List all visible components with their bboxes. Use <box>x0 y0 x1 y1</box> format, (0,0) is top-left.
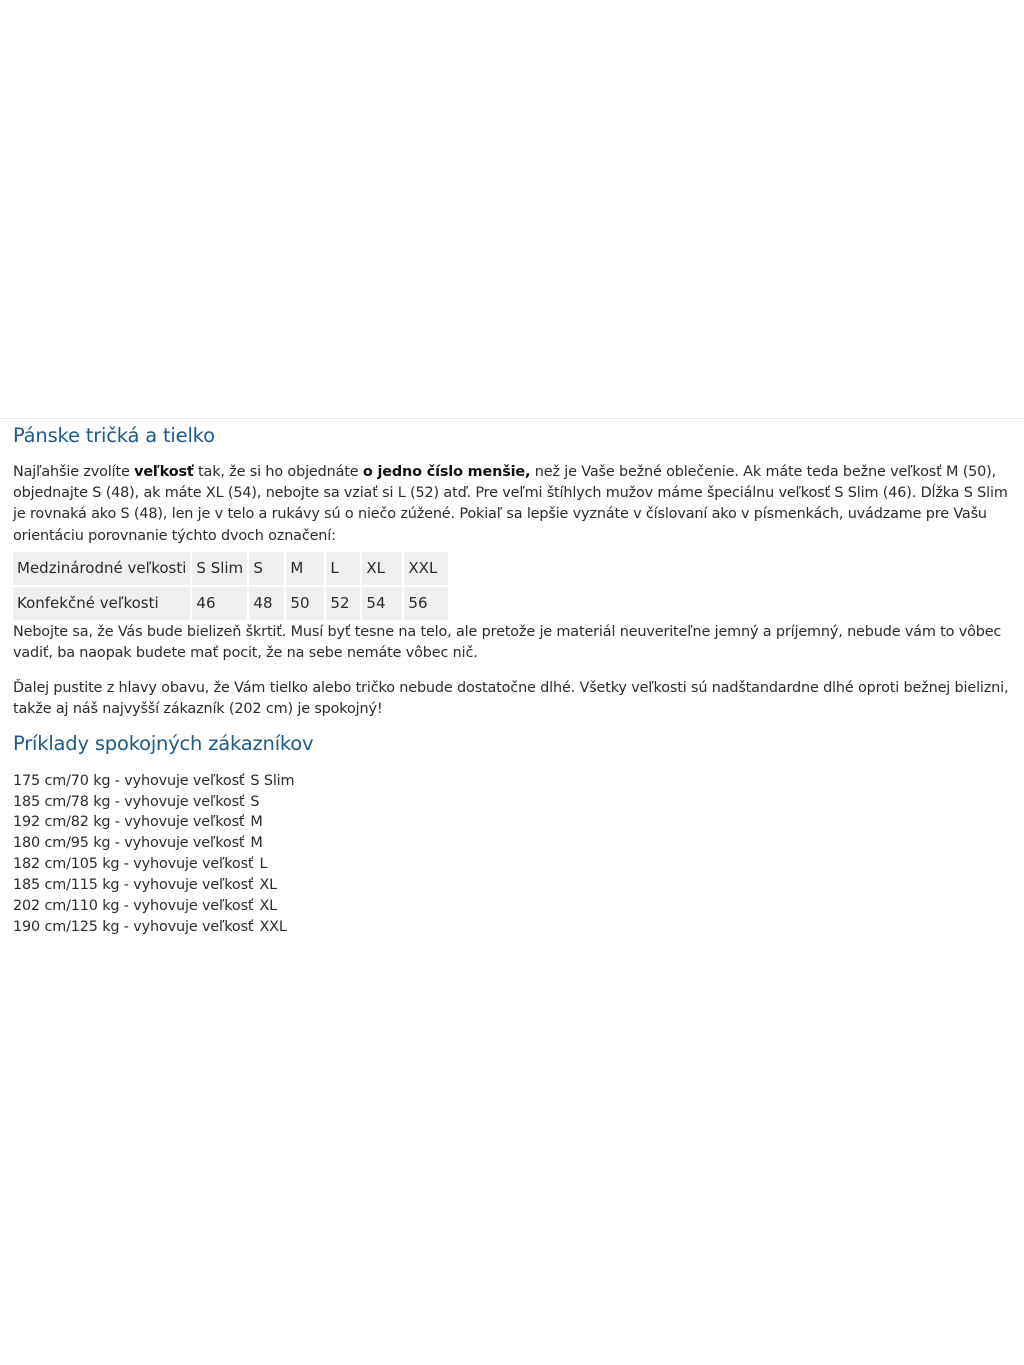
example-text: 175 cm/70 kg - vyhovuje veľkosť <box>13 772 245 789</box>
table-cell: XL <box>362 552 402 585</box>
intro-bold-one-size-smaller: o jedno číslo menšie, <box>362 464 531 480</box>
table-cell: 46 <box>192 587 247 620</box>
intro-bold-size: veľkosť <box>134 464 194 480</box>
example-size: XL <box>259 898 278 915</box>
table-cell: 48 <box>249 587 284 620</box>
table-cell: L <box>326 552 360 585</box>
example-size: M <box>250 835 263 852</box>
table-cell: XXL <box>404 552 448 585</box>
intro-paragraph <box>13 462 1011 547</box>
article-content <box>0 422 1024 938</box>
example-size: XL <box>259 877 278 894</box>
example-text: 185 cm/115 kg - vyhovuje veľkosť <box>13 877 254 894</box>
example-text: 185 cm/78 kg - vyhovuje veľkosť <box>13 793 245 810</box>
list-item <box>13 917 1011 938</box>
table-cell: 50 <box>286 587 324 620</box>
list-item <box>13 833 1011 854</box>
table-cell: 56 <box>404 587 448 620</box>
customer-examples-list <box>13 771 1011 938</box>
row-label: Konfekčné veľkosti <box>13 587 190 620</box>
list-item <box>13 792 1011 813</box>
example-text: 202 cm/110 kg - vyhovuje veľkosť <box>13 898 254 915</box>
example-text: 190 cm/125 kg - vyhovuje veľkosť <box>13 918 254 935</box>
table-cell: S Slim <box>192 552 247 585</box>
table-row-international <box>13 552 448 585</box>
row-label: Medzinárodné veľkosti <box>13 552 190 585</box>
list-item <box>13 896 1011 917</box>
table-row-confection <box>13 587 448 620</box>
intro-text-1: Najľahšie zvolíte <box>13 464 135 480</box>
section-title-customer-examples: Príklady spokojných zákazníkov <box>13 731 314 755</box>
list-item <box>13 875 1011 896</box>
section-title-size-guide: Pánske tričká a tielko <box>13 424 215 447</box>
blank-header-area <box>0 0 1024 419</box>
example-text: 180 cm/95 kg - vyhovuje veľkosť <box>13 835 245 852</box>
table-cell: 52 <box>326 587 360 620</box>
list-item <box>13 854 1011 875</box>
intro-text-2: tak, že si ho objednáte <box>193 464 363 480</box>
table-cell: M <box>286 552 324 585</box>
example-text: 182 cm/105 kg - vyhovuje veľkosť <box>13 856 254 873</box>
example-size: S Slim <box>250 772 295 789</box>
size-comparison-table <box>11 550 450 622</box>
example-size: M <box>250 814 263 831</box>
fit-paragraph: Nebojte sa, že Vás bude bielizeň škrtiť. Musí byť tesne na telo, ale pretože je materiál neuveriteľne jemný a príjemný, nebude vám to vôbec vadiť, ba naopak budete mať pocit, že na sebe nemáte vôbec nič. <box>13 623 1002 662</box>
example-size: S <box>250 793 260 810</box>
list-item <box>13 771 1011 792</box>
intro-text-3: než je Vaše bežné oblečenie. Ak máte teda bežne veľkosť M (50), objednajte S (48), ak máte XL (54), nebojte sa vziať si L (52) atď. Pre veľmi štíhlych mužov máme špeciálnu veľkosť S Slim (46). Dĺžka S Slim je rovnaká ako S (48), len je v telo a rukávy sú o niečo zúžené. Pokiaľ sa lepšie vyznáte v číslovaní ako v písmenkách, uvádzame pre Vašu orientáciu porovnanie týchto dvoch označení: <box>13 464 1008 544</box>
list-item <box>13 812 1011 833</box>
example-size: XXL <box>259 918 287 935</box>
example-text: 192 cm/82 kg - vyhovuje veľkosť <box>13 814 245 831</box>
table-cell: S <box>249 552 284 585</box>
example-size: L <box>259 856 268 873</box>
table-cell: 54 <box>362 587 402 620</box>
length-paragraph: Ďalej pustite z hlavy obavu, že Vám tielko alebo tričko nebude dostatočne dlhé. Všetky veľkosti sú nadštandardne dlhé oproti bežnej bielizni, takže aj náš najvyšší zákazník (202 cm) je spokojný! <box>13 680 1009 718</box>
